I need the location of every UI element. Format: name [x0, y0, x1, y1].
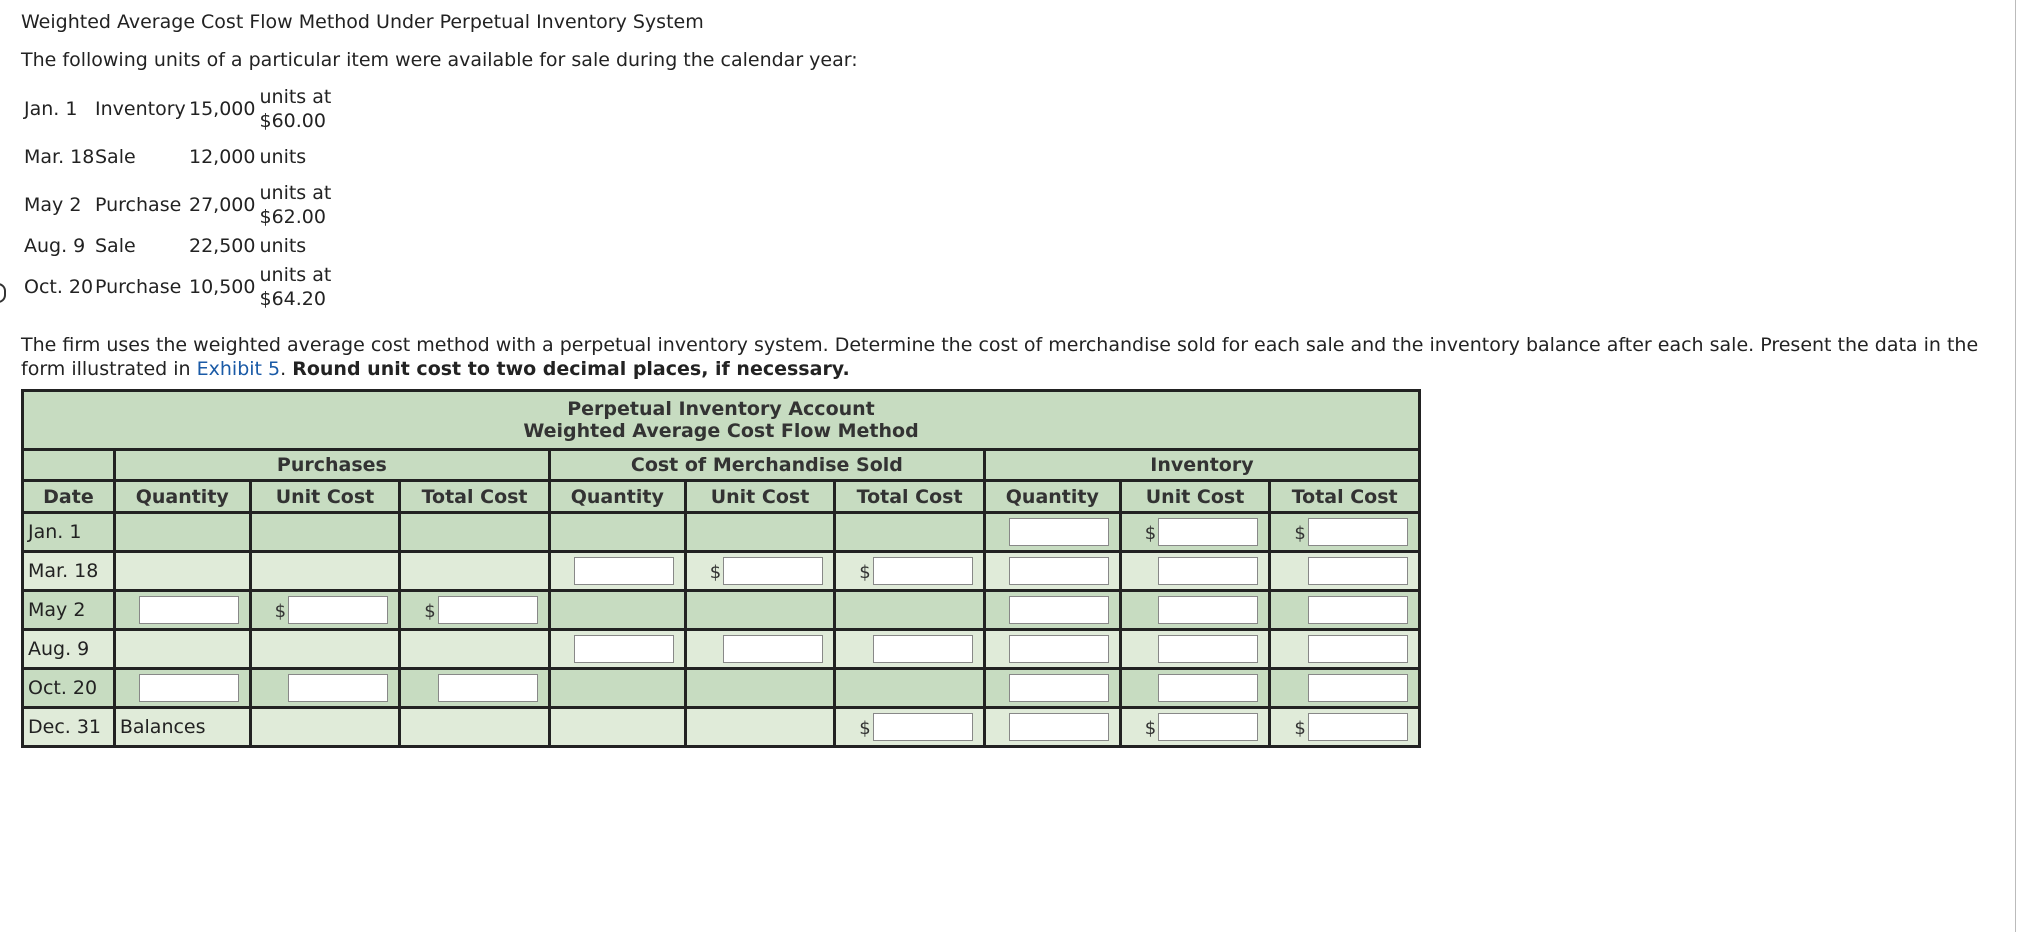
column-header: Total Cost: [400, 481, 550, 513]
cell-empty: [549, 669, 685, 708]
cogs-header: Cost of Merchandise Sold: [549, 450, 984, 481]
left-edge-bracket: [0, 283, 6, 303]
instructions-punct: .: [280, 358, 293, 380]
cogs-unit-cost-input[interactable]: [723, 557, 823, 585]
table-title: [23, 391, 1420, 450]
table-row: [23, 669, 1420, 708]
cell-empty: [250, 513, 400, 552]
inventory-total-cost-input[interactable]: [1308, 635, 1408, 663]
transaction-row: [24, 229, 331, 263]
inventory-unit-cost-input[interactable]: [1158, 674, 1258, 702]
cell-empty: [250, 552, 400, 591]
cell-empty: [685, 669, 835, 708]
cell: [400, 669, 550, 708]
transactions-list: [24, 85, 331, 311]
cell: [1270, 591, 1420, 630]
transaction-date: Mar. 18: [24, 146, 95, 168]
inventory-quantity-input[interactable]: [1009, 713, 1109, 741]
column-header: Quantity: [114, 481, 250, 513]
cell-empty: [835, 513, 985, 552]
cell: [1120, 630, 1270, 669]
rounding-note: Round unit cost to two decimal places, if necessary.: [292, 358, 850, 380]
cell: [1120, 552, 1270, 591]
cell: [1270, 552, 1420, 591]
cell: [250, 591, 400, 630]
cell-empty: [250, 630, 400, 669]
dollar-sign: $: [1294, 718, 1306, 739]
row-date: Aug. 9: [23, 630, 115, 669]
transaction-type: Purchase: [95, 194, 182, 216]
unit-price: $64.20: [259, 288, 326, 310]
inventory-total-cost-input[interactable]: [1308, 713, 1408, 741]
table-row: [23, 630, 1420, 669]
transaction-date: Oct. 20: [24, 276, 94, 298]
inventory-total-cost-input[interactable]: [1308, 674, 1408, 702]
dollar-sign: $: [424, 601, 436, 622]
dollar-sign: $: [859, 562, 871, 583]
transaction-quantity: 15,000: [189, 98, 256, 120]
cell-empty: [685, 513, 835, 552]
blank-header: [23, 450, 115, 481]
cogs-quantity-input[interactable]: [574, 557, 674, 585]
cell-empty: [549, 591, 685, 630]
cell: [984, 630, 1120, 669]
page-title: Weighted Average Cost Flow Method Under Perpetual Inventory System: [21, 11, 704, 33]
cell: [1120, 513, 1270, 552]
cell: [1270, 513, 1420, 552]
cell: [984, 552, 1120, 591]
transaction-unit: units: [259, 146, 307, 168]
cell: [1120, 669, 1270, 708]
purchases-unit-cost-input[interactable]: [288, 596, 388, 624]
dollar-sign: $: [274, 601, 287, 622]
cell: [114, 669, 250, 708]
cell: [835, 708, 985, 747]
transaction-row: [24, 85, 331, 133]
cell-empty: [835, 591, 985, 630]
cell: [685, 552, 835, 591]
row-date: Dec. 31: [23, 708, 115, 747]
cell: [250, 669, 400, 708]
column-header: Unit Cost: [1120, 481, 1270, 513]
table-title-line1: Perpetual Inventory Account: [567, 398, 875, 420]
cogs-total-cost-input[interactable]: [873, 557, 973, 585]
date-column-header: Date: [23, 481, 115, 513]
inventory-total-cost-input[interactable]: [1308, 557, 1408, 585]
transaction-type: Sale: [95, 235, 136, 257]
cell-empty: [400, 552, 550, 591]
balances-label: Balances: [114, 708, 250, 747]
cogs-unit-cost-input[interactable]: [723, 635, 823, 663]
cell-empty: [400, 513, 550, 552]
transaction-quantity: 10,500: [189, 276, 256, 298]
cell-empty: [835, 669, 985, 708]
row-date: Oct. 20: [23, 669, 115, 708]
purchases-unit-cost-input[interactable]: [288, 674, 388, 702]
table-row: [23, 708, 1420, 747]
scrollbar[interactable]: [2015, 0, 2020, 932]
inventory-unit-cost-input[interactable]: [1158, 557, 1258, 585]
row-date: May 2: [23, 591, 115, 630]
transaction-quantity: 22,500: [189, 235, 256, 257]
dollar-sign: $: [859, 718, 871, 739]
transaction-type: Purchase: [95, 276, 182, 298]
purchases-quantity-input[interactable]: [139, 596, 239, 624]
transaction-date: May 2: [24, 194, 82, 216]
inventory-quantity-input[interactable]: [1009, 635, 1109, 663]
transaction-unit: units: [259, 235, 307, 257]
cell-empty: [250, 708, 400, 747]
cell: [984, 708, 1120, 747]
inventory-quantity-input[interactable]: [1009, 596, 1109, 624]
cell: [1270, 708, 1420, 747]
inventory-quantity-input[interactable]: [1009, 557, 1109, 585]
cogs-total-cost-input[interactable]: [873, 713, 973, 741]
transaction-unit: [255, 181, 331, 229]
cell: [984, 669, 1120, 708]
cell: [835, 630, 985, 669]
cell: [835, 552, 985, 591]
cell: [1270, 630, 1420, 669]
table-title-line2: Weighted Average Cost Flow Method: [523, 420, 919, 442]
unit-text: units at: [259, 264, 332, 286]
cell: [1120, 708, 1270, 747]
cell-empty: [685, 591, 835, 630]
unit-price: $60.00: [259, 110, 326, 132]
cell-empty: [400, 630, 550, 669]
transaction-type: Inventory: [95, 98, 186, 120]
dollar-sign: $: [709, 562, 722, 583]
cell-empty: [549, 708, 685, 747]
transaction-date: Jan. 1: [24, 98, 78, 120]
unit-text: units at: [259, 86, 332, 108]
column-header: Unit Cost: [250, 481, 400, 513]
cell: [549, 552, 685, 591]
transaction-quantity: 27,000: [189, 194, 256, 216]
cell: [685, 630, 835, 669]
inventory-header: Inventory: [984, 450, 1419, 481]
inventory-unit-cost-input[interactable]: [1158, 713, 1258, 741]
cell: [984, 591, 1120, 630]
row-date: Jan. 1: [23, 513, 115, 552]
table-row: [23, 513, 1420, 552]
unit-text: units at: [259, 182, 332, 204]
inventory-quantity-input[interactable]: [1009, 518, 1109, 546]
inventory-total-cost-input[interactable]: [1308, 518, 1408, 546]
instructions-text: The firm uses the weighted average cost method with a perpetual inventory system. Determine the cost of merchandise sold for each sale and the inventory balance after each sale. Present the data in the form illustrated in: [21, 334, 1979, 380]
intro-text: The following units of a particular item were available for sale during the calendar year:: [21, 49, 858, 71]
dollar-sign: $: [1144, 523, 1157, 544]
cell: [114, 591, 250, 630]
cell-empty: [685, 708, 835, 747]
purchases-header: Purchases: [114, 450, 549, 481]
cell-empty: [114, 513, 250, 552]
cogs-quantity-input[interactable]: [574, 635, 674, 663]
cell-empty: [114, 552, 250, 591]
transaction-row: [24, 263, 331, 311]
purchases-total-cost-input[interactable]: [438, 674, 538, 702]
perpetual-inventory-table: [21, 389, 1421, 748]
dollar-sign: $: [1144, 718, 1157, 739]
inventory-quantity-input[interactable]: [1009, 674, 1109, 702]
column-header: Total Cost: [835, 481, 985, 513]
transaction-type: Sale: [95, 146, 136, 168]
dollar-sign: $: [1294, 523, 1306, 544]
cell-empty: [549, 513, 685, 552]
instructions: [21, 333, 1981, 381]
cell: [1120, 591, 1270, 630]
column-header: Unit Cost: [685, 481, 835, 513]
column-header: Quantity: [984, 481, 1120, 513]
cell: [984, 513, 1120, 552]
exhibit-5-link[interactable]: Exhibit 5: [196, 358, 281, 380]
transaction-unit: [255, 263, 331, 311]
inventory-total-cost-input[interactable]: [1308, 596, 1408, 624]
cogs-total-cost-input[interactable]: [873, 635, 973, 663]
table-row: [23, 552, 1420, 591]
column-header: Quantity: [549, 481, 685, 513]
purchases-total-cost-input[interactable]: [438, 596, 538, 624]
cell: [400, 591, 550, 630]
inventory-unit-cost-input[interactable]: [1158, 635, 1258, 663]
cell-empty: [400, 708, 550, 747]
row-date: Mar. 18: [23, 552, 115, 591]
cell: [1270, 669, 1420, 708]
cell: [549, 630, 685, 669]
transaction-date: Aug. 9: [24, 235, 86, 257]
cell-empty: [114, 630, 250, 669]
column-header: Total Cost: [1270, 481, 1420, 513]
transaction-row: [24, 181, 331, 229]
inventory-unit-cost-input[interactable]: [1158, 518, 1258, 546]
transaction-row: [24, 133, 331, 181]
transaction-quantity: 12,000: [189, 146, 256, 168]
purchases-quantity-input[interactable]: [139, 674, 239, 702]
inventory-unit-cost-input[interactable]: [1158, 596, 1258, 624]
unit-price: $62.00: [259, 206, 326, 228]
table-row: [23, 591, 1420, 630]
transaction-unit: [255, 85, 331, 133]
